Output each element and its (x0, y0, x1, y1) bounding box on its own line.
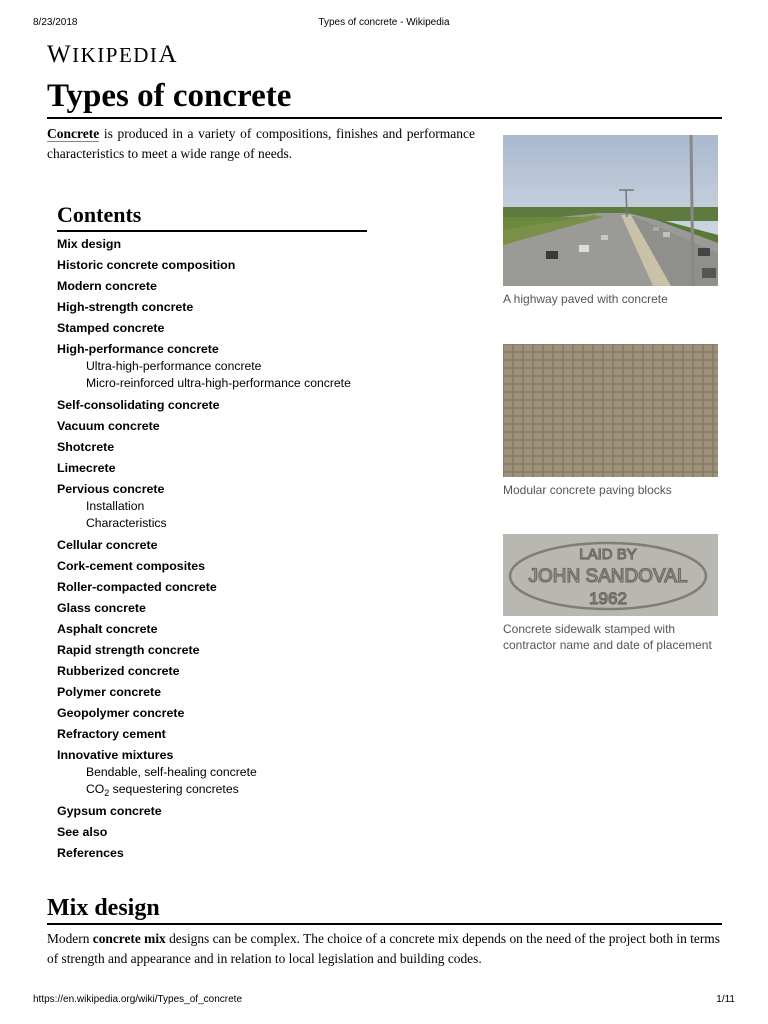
toc-item[interactable] (57, 748, 387, 798)
toc-link[interactable]: Geopolymer concrete (57, 706, 185, 720)
toc-link[interactable]: Shotcrete (57, 440, 115, 454)
toc-link[interactable]: Rapid strength concrete (57, 643, 200, 657)
toc-divider (57, 230, 367, 232)
toc-link[interactable]: Mix design (57, 237, 122, 251)
concrete-link[interactable]: Concrete (47, 126, 100, 141)
toc-link[interactable]: Pervious concrete (57, 482, 165, 496)
toc-link[interactable]: Limecrete (57, 461, 116, 475)
section-paragraph: Modern concrete mix designs can be complex. The choice of a concrete mix depends on the need of the project both in terms of strength and appearance and in relation to local legislation and building codes. (47, 931, 720, 966)
wikipedia-wordmark[interactable]: WIKIPEDIA (47, 41, 178, 68)
toc-link[interactable]: Self-consolidating concrete (57, 398, 220, 412)
toc-link[interactable]: Modern concrete (57, 279, 157, 293)
print-url: https://en.wikipedia.org/wiki/Types_of_concrete (33, 994, 242, 1005)
toc-link[interactable]: Stamped concrete (57, 321, 165, 335)
toc-item[interactable] (57, 580, 387, 595)
figure-caption: Modular concrete paving blocks (503, 483, 672, 497)
toc-link[interactable]: Cellular concrete (57, 538, 158, 552)
toc-item[interactable] (57, 601, 387, 616)
toc-item[interactable] (57, 419, 387, 434)
toc-item[interactable] (57, 398, 387, 413)
toc-item[interactable] (57, 461, 387, 476)
figure-caption: A highway paved with concrete (503, 292, 668, 306)
toc-title: Contents (57, 202, 142, 227)
page-title: Types of concrete (47, 78, 292, 114)
figure-stamped-sidewalk (503, 534, 718, 653)
toc-subitem[interactable]: Characteristics (86, 516, 167, 530)
title-divider (47, 117, 722, 119)
toc-link[interactable]: Asphalt concrete (57, 622, 158, 636)
toc-item[interactable] (57, 321, 387, 336)
toc-link[interactable]: Glass concrete (57, 601, 146, 615)
stamp-line-2: JOHN SANDOVAL (528, 566, 688, 587)
highway-image[interactable] (503, 135, 718, 286)
toc-link[interactable]: Rubberized concrete (57, 664, 180, 678)
toc-item[interactable] (57, 279, 387, 294)
toc-link[interactable]: Cork-cement composites (57, 559, 206, 573)
toc-item[interactable] (57, 846, 387, 861)
toc-item[interactable] (57, 727, 387, 742)
print-page-title: Types of concrete - Wikipedia (318, 17, 450, 28)
toc-item[interactable] (57, 559, 387, 574)
toc-item[interactable] (57, 664, 387, 679)
toc-item[interactable] (57, 440, 387, 455)
toc-link[interactable]: Vacuum concrete (57, 419, 160, 433)
toc-item[interactable] (57, 538, 387, 553)
toc-item[interactable] (57, 342, 387, 392)
toc-sublist (86, 358, 387, 392)
toc-link[interactable]: See also (57, 825, 108, 839)
stamp-line-3: 1962 (589, 589, 627, 608)
toc-item[interactable] (57, 685, 387, 700)
section-divider (47, 923, 722, 925)
toc-item[interactable] (57, 237, 387, 252)
figure-highway (503, 135, 718, 307)
toc-link[interactable]: Gypsum concrete (57, 804, 162, 818)
toc-item[interactable] (57, 643, 387, 658)
intro-paragraph: Concrete is produced in a variety of compositions, finishes and performance characteristics to meet a wide range of needs. (47, 126, 475, 161)
toc-link[interactable]: Refractory cement (57, 727, 166, 741)
figure-caption: Concrete sidewalk stamped with contractor name and date of placement (503, 622, 712, 652)
toc-item[interactable] (57, 258, 387, 273)
figure-paving-blocks (503, 344, 718, 498)
toc-link[interactable]: Polymer concrete (57, 685, 161, 699)
toc-sublist (86, 498, 387, 532)
toc-item[interactable] (57, 706, 387, 721)
table-of-contents (57, 237, 387, 867)
toc-link[interactable]: High-performance concrete (57, 342, 219, 356)
toc-link[interactable]: Roller-compacted concrete (57, 580, 217, 594)
toc-sublist (86, 764, 387, 798)
toc-subitem[interactable]: Installation (86, 499, 145, 513)
toc-link[interactable]: Historic concrete composition (57, 258, 236, 272)
stamped-sidewalk-image[interactable] (503, 534, 718, 616)
print-date: 8/23/2018 (33, 17, 78, 28)
toc-link[interactable]: Innovative mixtures (57, 748, 174, 762)
paving-blocks-image[interactable] (503, 344, 718, 477)
stamp-line-1: LAID BY (579, 546, 637, 563)
toc-subitem[interactable]: Micro-reinforced ultra-high-performance concrete (86, 376, 351, 390)
toc-item[interactable] (57, 482, 387, 532)
toc-subitem[interactable]: Ultra-high-performance concrete (86, 359, 262, 373)
section-title-mix-design: Mix design (47, 895, 160, 921)
toc-subitem[interactable]: Bendable, self-healing concrete (86, 765, 257, 779)
toc-item[interactable] (57, 825, 387, 840)
concrete-mix-link[interactable]: concrete mix (92, 931, 166, 946)
print-header (33, 17, 735, 31)
toc-item[interactable] (57, 804, 387, 819)
print-page-number: 1/11 (716, 994, 735, 1005)
toc-item[interactable] (57, 300, 387, 315)
toc-subitem[interactable]: $CO_2$ sequestering concretes (86, 782, 239, 798)
toc-link[interactable]: References (57, 846, 124, 860)
toc-item[interactable] (57, 622, 387, 637)
toc-link[interactable]: High-strength concrete (57, 300, 194, 314)
